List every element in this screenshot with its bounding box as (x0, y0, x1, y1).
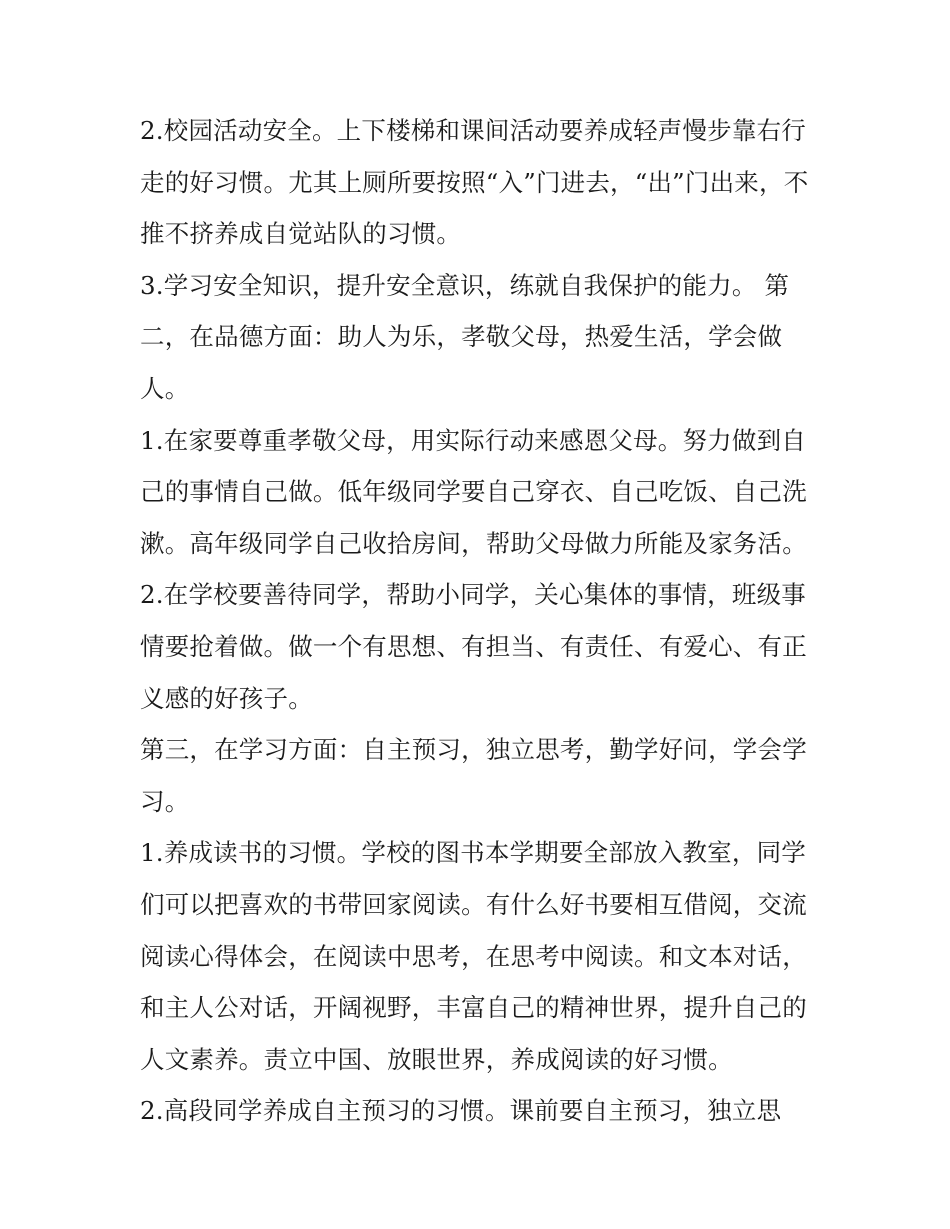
text-line: 1.养成读书的习惯。学校的图书本学期要全部放入教室，同学 (140, 838, 806, 868)
text-line: 2.高段同学养成自主预习的习惯。课前要自主预习，独立思 (140, 1096, 782, 1126)
text-line: 2.在学校要善待同学，帮助小同学，关心集体的事情，班级事 (140, 580, 806, 610)
text-line: 漱。高年级同学自己收拾房间，帮助父母做力所能及家务活。 (140, 528, 807, 558)
text-line: 二，在品德方面：助人为乐，孝敬父母，热爱生活，学会做 (140, 322, 783, 352)
text-line: 习。 (140, 786, 190, 816)
text-line: 和主人公对话，开阔视野，丰富自己的精神世界，提升自己的 (140, 993, 807, 1023)
text-line: 第三，在学习方面：自主预习，独立思考，勤学好问，学会学 (140, 735, 807, 765)
text-line: 推不挤养成自觉站队的习惯。 (140, 219, 462, 249)
text-line: 义感的好孩子。 (140, 683, 313, 713)
text-line: 人文素养。责立中国、放眼世界，养成阅读的好习惯。 (140, 1044, 733, 1074)
text-line: 2.校园活动安全。上下楼梯和课间活动要养成轻声慢步靠右行 (140, 116, 806, 145)
text-line: 3.学习安全知识，提升安全意识，练就自我保护的能力。 第 (140, 270, 790, 300)
text-line: 走的好习惯。尤其上厕所要按照“入”门进去，“出”门出来，不 (140, 167, 809, 197)
text-line: 们可以把喜欢的书带回家阅读。有什么好书要相互借阅，交流 (140, 889, 807, 919)
text-line: 阅读心得体会，在阅读中思考，在思考中阅读。和文本对话， (140, 941, 807, 971)
text-line: 人。 (140, 373, 190, 403)
text-line: 情要抢着做。做一个有思想、有担当、有责任、有爱心、有正 (140, 631, 807, 661)
text-line: 己的事情自己做。低年级同学要自己穿衣、自己吃饭、自己洗 (140, 477, 807, 507)
document-body (140, 105, 830, 1137)
text-line: 1.在家要尊重孝敬父母，用实际行动来感恩父母。努力做到自 (140, 425, 806, 455)
